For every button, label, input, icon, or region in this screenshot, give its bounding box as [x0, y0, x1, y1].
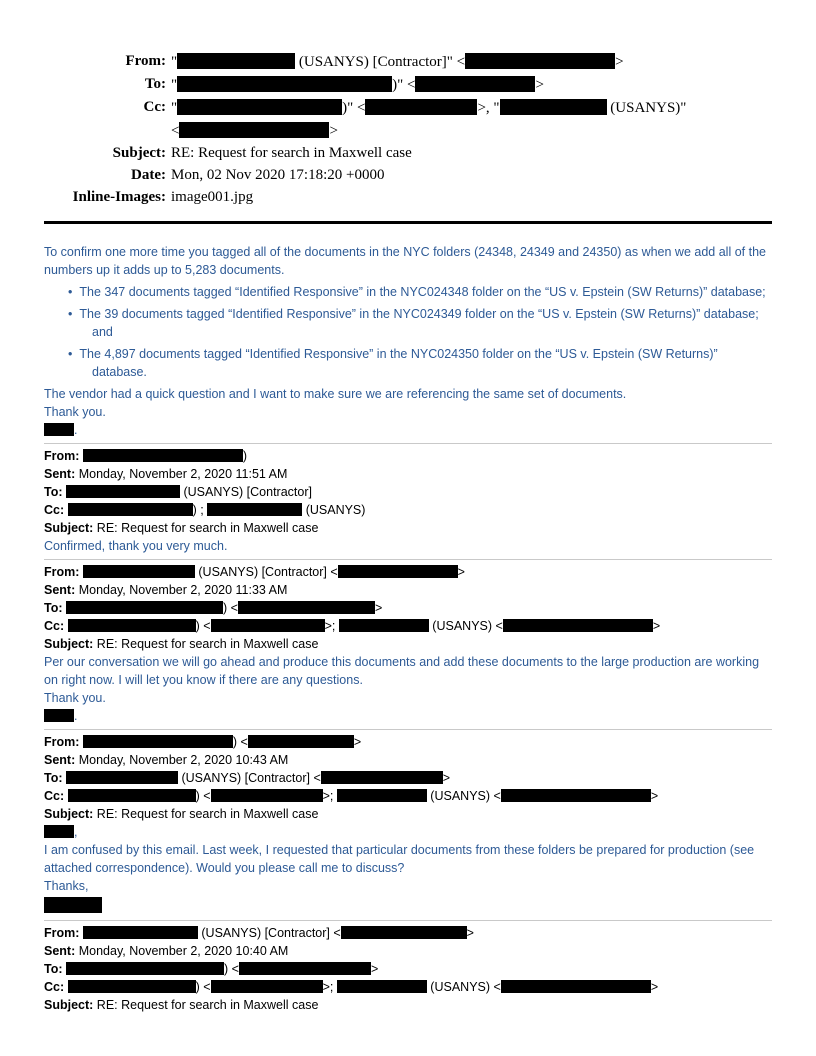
list-item	[44, 305, 772, 341]
field-label: From:	[125, 53, 166, 69]
header-row-cc	[44, 787, 772, 805]
field-label: Sent:	[44, 944, 76, 958]
bullet-icon: •	[68, 285, 73, 299]
thread-divider	[44, 559, 772, 560]
redaction-bar	[338, 565, 458, 578]
field-label: To:	[44, 962, 63, 976]
message-paragraph: Confirmed, thank you very much.	[44, 539, 228, 553]
message-paragraph: To confirm one more time you tagged all of the documents in the NYC folders (24348, 24349 and 24350) as when we add all of the numbers up it adds up to 5,283 documents.	[44, 245, 766, 277]
field-label: Sent:	[44, 467, 76, 481]
field-label: From:	[44, 735, 80, 749]
redaction-bar	[68, 980, 196, 993]
text-run: >	[329, 123, 338, 139]
text-run: ) <	[195, 619, 211, 633]
list-item-text: The 4,897 documents tagged “Identified Responsive” in the NYC024350 folder on the “US v. Epstein (SW Returns)” database.	[79, 347, 718, 379]
message-paragraph: Thank you.	[44, 405, 106, 419]
list-item	[44, 283, 772, 301]
redaction-bar	[503, 619, 653, 632]
bullet-icon: •	[68, 307, 73, 321]
header-row-cc	[44, 501, 772, 519]
field-label: Cc:	[44, 619, 65, 633]
header-row-inline-images	[44, 186, 772, 208]
quoted-email-header	[44, 733, 772, 823]
field-label: Subject:	[44, 998, 94, 1012]
header-row-to	[44, 73, 772, 96]
field-value	[166, 142, 412, 164]
quoted-email-header	[44, 563, 772, 653]
text-run: RE: Request for search in Maxwell case	[96, 521, 319, 535]
field-label: To:	[144, 76, 166, 92]
header-row-to	[44, 483, 772, 501]
redaction-bar	[415, 76, 535, 92]
text-run: >;	[322, 789, 337, 803]
field-value	[166, 186, 253, 208]
header-row-from	[44, 924, 772, 942]
text-run: Monday, November 2, 2020 11:51 AM	[78, 467, 288, 481]
header-row-sent	[44, 581, 772, 599]
text-run: >	[650, 980, 659, 994]
text-run: >;	[324, 619, 339, 633]
redaction-bar	[68, 503, 193, 516]
text-run: (USANYS) [Contractor] <	[194, 565, 338, 579]
quoted-email-header	[44, 924, 772, 1014]
redaction-bar	[211, 619, 325, 632]
text-run: ) <	[232, 735, 248, 749]
redaction-bar	[66, 962, 224, 975]
field-label: Sent:	[44, 583, 76, 597]
header-row-cc	[44, 978, 772, 996]
header-row-cc	[44, 617, 772, 635]
field-value	[166, 73, 544, 96]
text-run: >	[442, 771, 451, 785]
text-run: Monday, November 2, 2020 10:43 AM	[78, 753, 289, 767]
text-run: >	[374, 601, 383, 615]
field-label: To:	[44, 771, 63, 785]
header-row-to	[44, 599, 772, 617]
redaction-bar	[44, 709, 74, 722]
text-run: >	[457, 565, 465, 579]
bullet-icon: •	[68, 347, 73, 361]
redaction-bar	[365, 99, 477, 115]
redaction-bar	[337, 980, 427, 993]
header-row-cc	[44, 96, 772, 142]
redaction-bar	[177, 99, 342, 115]
text-run: ,	[74, 825, 78, 839]
redaction-bar	[177, 53, 295, 69]
redaction-bar	[321, 771, 443, 784]
redaction-bar	[211, 789, 323, 802]
header-row-sent	[44, 942, 772, 960]
field-label: Subject:	[44, 521, 94, 535]
field-label: To:	[44, 485, 63, 499]
text-run: Monday, November 2, 2020 11:33 AM	[78, 583, 288, 597]
redaction-bar	[44, 897, 102, 913]
field-label: From:	[44, 926, 80, 940]
redaction-bar	[501, 980, 651, 993]
redaction-bar	[339, 619, 429, 632]
email-header-block	[44, 50, 772, 208]
text-run: "	[171, 54, 178, 70]
text-run: >	[615, 54, 624, 70]
redaction-bar	[83, 565, 195, 578]
redaction-bar	[465, 53, 615, 69]
redaction-bar	[239, 962, 371, 975]
redacted-name-line	[44, 421, 772, 439]
field-label: Cc:	[44, 503, 65, 517]
field-label: Cc:	[44, 789, 65, 803]
email-thread	[44, 243, 772, 1014]
thread-divider	[44, 443, 772, 444]
field-label: From:	[44, 449, 80, 463]
header-row-subject	[44, 142, 772, 164]
text-run: (USANYS) [Contractor] <	[178, 771, 321, 785]
list-item	[44, 345, 772, 381]
header-row-date	[44, 164, 772, 186]
header-row-sent	[44, 465, 772, 483]
redaction-bar	[44, 423, 74, 436]
redaction-bar	[501, 789, 651, 802]
text-run: "	[171, 100, 178, 116]
field-label: Date:	[131, 167, 166, 183]
text-run: ) <	[224, 962, 239, 976]
field-label: Inline-Images:	[72, 189, 166, 205]
text-run: (USANYS) <	[426, 789, 501, 803]
redaction-bar	[177, 76, 392, 92]
field-label: Subject:	[44, 637, 94, 651]
text-run: >, "	[477, 100, 500, 116]
list-item-text: The 347 documents tagged “Identified Responsive” in the NYC024348 folder on the “US v. Epstein (SW Returns)” database;	[79, 285, 766, 299]
text-run: )	[242, 449, 248, 463]
field-label: From:	[44, 565, 80, 579]
text-run: .	[74, 423, 78, 437]
text-run: Monday, November 2, 2020 10:40 AM	[78, 944, 289, 958]
text-run: "	[171, 77, 178, 93]
text-run: >	[650, 789, 659, 803]
text-run: >	[652, 619, 661, 633]
text-run: (USANYS) <	[426, 980, 501, 994]
text-run: RE: Request for search in Maxwell case	[171, 145, 412, 161]
text-run: (USANYS) [Contractor] <	[197, 926, 341, 940]
text-run: >	[535, 77, 544, 93]
redaction-bar	[211, 980, 323, 993]
text-run: .	[74, 709, 78, 723]
text-run: >;	[322, 980, 337, 994]
text-run: ) <	[195, 980, 211, 994]
message-paragraph: I am confused by this email. Last week, I requested that particular documents from these folders be prepared for production (see attached correspondence). Would you please call me to discuss?	[44, 843, 755, 875]
header-row-to	[44, 769, 772, 787]
text-run: RE: Request for search in Maxwell case	[96, 998, 319, 1012]
redaction-bar	[207, 503, 302, 516]
text-run: ) <	[195, 789, 211, 803]
text-run: >	[353, 735, 362, 749]
redaction-bar	[83, 926, 198, 939]
text-run: (USANYS) [Contractor]" <	[295, 54, 466, 70]
text-run: <	[171, 123, 180, 139]
text-run: RE: Request for search in Maxwell case	[96, 807, 319, 821]
text-run: RE: Request for search in Maxwell case	[96, 637, 319, 651]
message-paragraph: Per our conversation we will go ahead and produce this documents and add these documents to the large production are working on right now. I will let you know if there are any questions.	[44, 655, 760, 687]
thread-divider	[44, 920, 772, 921]
field-value	[166, 96, 686, 142]
redaction-bar	[44, 825, 74, 838]
redaction-bar	[68, 619, 196, 632]
text-run: >	[370, 962, 379, 976]
redacted-name-line	[44, 895, 772, 916]
field-label: To:	[44, 601, 63, 615]
header-row-subject	[44, 519, 772, 537]
text-run: ) <	[223, 601, 238, 615]
redaction-bar	[337, 789, 427, 802]
text-run: (USANYS) <	[428, 619, 503, 633]
header-row-from	[44, 563, 772, 581]
document-count-list	[44, 283, 772, 381]
field-label: Subject:	[112, 145, 166, 161]
field-label: Subject:	[44, 807, 94, 821]
text-run: image001.jpg	[171, 189, 254, 205]
text-run: )" <	[392, 77, 416, 93]
text-run: )" <	[342, 100, 366, 116]
text-run: Mon, 02 Nov 2020 17:18:20 +0000	[171, 167, 385, 183]
redacted-name-line	[44, 823, 772, 841]
header-row-from	[44, 50, 772, 73]
redaction-bar	[83, 449, 243, 462]
thread-divider	[44, 729, 772, 730]
text-run: >	[466, 926, 474, 940]
redaction-bar	[68, 789, 196, 802]
redaction-bar	[500, 99, 607, 115]
redaction-bar	[248, 735, 354, 748]
redacted-name-line	[44, 707, 772, 725]
redaction-bar	[66, 485, 180, 498]
redaction-bar	[83, 735, 233, 748]
message-paragraph: Thank you.	[44, 691, 106, 705]
header-rule	[44, 221, 772, 224]
redaction-bar	[341, 926, 467, 939]
header-row-sent	[44, 751, 772, 769]
message-paragraph: Thanks,	[44, 879, 89, 893]
redaction-bar	[238, 601, 375, 614]
header-row-subject	[44, 805, 772, 823]
text-run: (USANYS) [Contractor]	[180, 485, 312, 499]
list-item-text: The 39 documents tagged “Identified Responsive” in the NYC024349 folder on the “US v. Epstein (SW Returns)” database; and	[79, 307, 759, 339]
header-row-to	[44, 960, 772, 978]
text-run: (USANYS)"	[606, 100, 687, 116]
header-row-subject	[44, 635, 772, 653]
quoted-email-header	[44, 447, 772, 537]
field-label: Cc:	[44, 980, 65, 994]
field-value	[166, 164, 384, 186]
field-label: Cc:	[143, 99, 166, 115]
redaction-bar	[66, 771, 178, 784]
text-run: (USANYS)	[302, 503, 366, 517]
message-paragraph: The vendor had a quick question and I want to make sure we are referencing the same set of documents.	[44, 387, 627, 401]
header-row-from	[44, 447, 772, 465]
redaction-bar	[179, 122, 329, 138]
header-row-subject	[44, 996, 772, 1014]
redaction-bar	[66, 601, 223, 614]
field-label: Sent:	[44, 753, 76, 767]
header-row-from	[44, 733, 772, 751]
field-value	[166, 50, 624, 73]
text-run: ) ;	[192, 503, 208, 517]
